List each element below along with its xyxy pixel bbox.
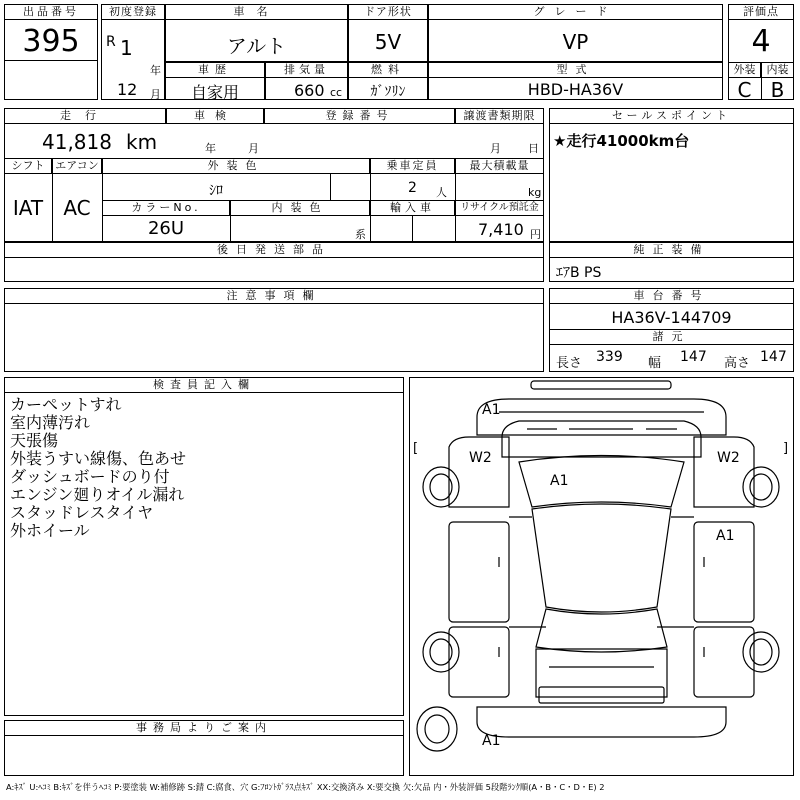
sales-point-box <box>549 108 794 242</box>
height-label: 高さ <box>724 356 751 371</box>
mark-roof: A1 <box>550 473 569 489</box>
later-parts-label: 後日発送部品 <box>4 242 544 258</box>
list-item: 外装うすい線傷、色あせ <box>10 449 187 468</box>
max-load-label: 最大積載量 <box>455 158 544 174</box>
ac-label: エアコン <box>52 158 102 174</box>
exterior-score-label: 外装 <box>728 62 761 78</box>
door-type: 5V <box>374 30 402 54</box>
exterior-score: C <box>737 78 752 102</box>
mark-right-door: A1 <box>716 528 735 544</box>
lot-number: 395 <box>22 24 80 59</box>
history-label: 車歴 <box>165 62 265 78</box>
ext-color-label: 外装色 <box>102 158 370 174</box>
history: 自家用 <box>190 83 239 102</box>
color-no: 26U <box>147 218 185 239</box>
mileage: 41,818 <box>42 130 112 154</box>
transfer-day-unit: 日 <box>528 142 539 155</box>
car-name-label: 車名 <box>165 4 348 20</box>
score-label: 評価点 <box>728 4 794 20</box>
shift: IAT <box>12 196 44 220</box>
fuel-label: 燃料 <box>348 62 428 78</box>
door-label: ドア形状 <box>348 4 428 20</box>
mileage-unit: km <box>126 130 158 154</box>
capacity-label: 乗車定員 <box>370 158 455 174</box>
capacity: 2 <box>408 180 417 196</box>
era-letter: R <box>106 34 116 50</box>
sales-point-label: セールスポイント <box>549 108 794 124</box>
inspection-month-unit: 月 <box>248 142 259 155</box>
model: HBD-HA36V <box>527 80 624 99</box>
first-reg-label: 初度登録 <box>101 4 165 20</box>
lot-label: 出品番号 <box>4 4 98 20</box>
fuel: ｶﾞｿﾘﾝ <box>370 84 406 100</box>
car-name: アルト <box>226 34 287 58</box>
grade: VP <box>562 30 589 54</box>
interior-score: B <box>770 78 785 102</box>
list-item: ダッシュボードのり付 <box>10 467 170 486</box>
reg-no-label: 登録番号 <box>264 108 455 124</box>
bracket-open: [ <box>413 441 419 456</box>
capacity-unit: 人 <box>436 186 447 199</box>
color-no-label: カラーNo. <box>102 200 230 216</box>
import-label: 輸入車 <box>370 200 455 216</box>
chassis-no: HA36V-144709 <box>611 308 732 327</box>
details-box <box>4 108 544 242</box>
mark-front-bumper: A1 <box>482 402 501 418</box>
mark-rear-bumper: A1 <box>482 733 501 749</box>
inspection-label: 車検 <box>166 108 264 124</box>
list-item: 天張傷 <box>10 431 59 450</box>
list-item: 外ホイール <box>10 521 90 540</box>
max-load-unit: kg <box>528 186 542 199</box>
width-label: 幅 <box>648 356 662 371</box>
shift-label: シフト <box>4 158 52 174</box>
mark-windshield-right: W2 <box>717 450 740 466</box>
first-reg-year: 1 <box>120 36 133 60</box>
spec-label: 諸元 <box>549 329 794 345</box>
displacement: 660 <box>294 81 325 100</box>
inspector-label: 検査員記入欄 <box>4 377 404 393</box>
list-item: スタッドレスタイヤ <box>10 503 154 522</box>
inspector-list <box>10 396 186 540</box>
mileage-label: 走行 <box>4 108 166 124</box>
transfer-label: 譲渡書類期限 <box>455 108 544 124</box>
recycle-unit: 円 <box>530 228 541 241</box>
sales-point: ★走行41000km台 <box>553 132 690 150</box>
first-reg-month: 12 <box>117 80 138 99</box>
grade-label: グレード <box>428 4 723 20</box>
year-unit: 年 <box>150 64 161 77</box>
interior-score-label: 内装 <box>761 62 794 78</box>
caution-label: 注意事項欄 <box>4 288 544 304</box>
model-label: 型式 <box>428 62 723 78</box>
int-color-label: 内装色 <box>230 200 370 216</box>
length: 339 <box>596 349 623 365</box>
width: 147 <box>680 349 707 365</box>
displacement-label: 排気量 <box>265 62 348 78</box>
transfer-month-unit: 月 <box>490 142 501 155</box>
equipment-label: 純正装備 <box>549 242 794 258</box>
equipment: ｴｱB PS <box>556 265 602 281</box>
list-item: 室内薄汚れ <box>10 413 91 432</box>
car-diagram <box>409 377 794 776</box>
list-item: エンジン廻りオイル漏れ <box>10 485 185 504</box>
displacement-unit: cc <box>330 86 343 99</box>
int-color-unit: 系 <box>355 228 366 241</box>
recycle-label: リサイクル預託金 <box>455 200 544 216</box>
bracket-close: ] <box>783 441 789 456</box>
length-label: 長さ <box>556 356 583 371</box>
list-item: カーペットすれ <box>10 395 122 414</box>
recycle: 7,410 <box>478 220 524 239</box>
score: 4 <box>751 24 771 59</box>
chassis-label: 車台番号 <box>549 288 794 304</box>
legend: A:ｷｽﾞ U:ﾍｺﾐ B:ｷｽﾞを伴うﾍｺﾐ P:要塗装 W:補修跡 S:錆 C:腐食、穴 G:ﾌﾛﾝﾄｶﾞﾗｽ点ｷｽﾞ XX:交換済み X:要交換 欠:欠品 内・外装評価 5段階ﾗﾝｸ順(A・B・C・D・E) 2 <box>6 782 605 792</box>
height: 147 <box>760 349 787 365</box>
ac: AC <box>63 196 91 220</box>
ext-color: ｼﾛ <box>209 183 223 199</box>
inspection-year-unit: 年 <box>205 142 216 155</box>
month-unit: 月 <box>150 88 161 101</box>
office-label: 事務局よりご案内 <box>4 720 404 736</box>
mark-windshield-left: W2 <box>469 450 492 466</box>
